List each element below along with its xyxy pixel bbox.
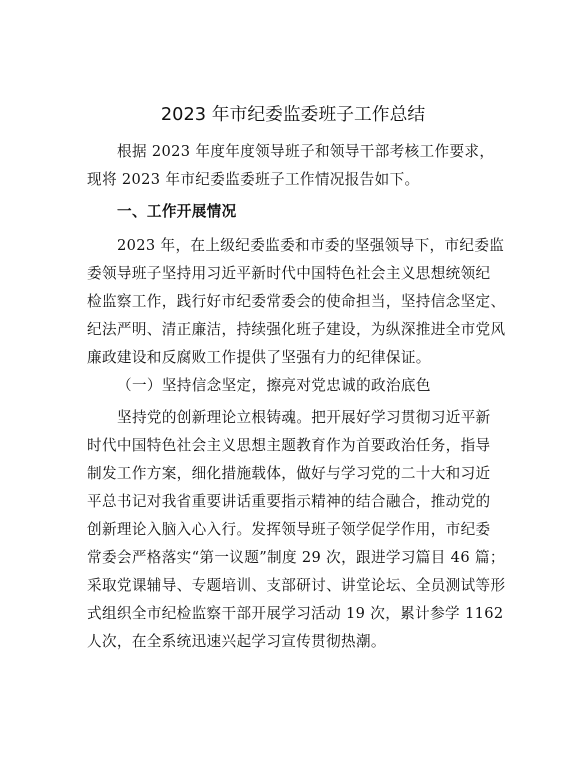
subsection1-para-line-4: 平总书记对我省重要讲话重要指示精神的结合融合，推动党的	[87, 493, 491, 510]
subsection1-para-line-8: 式组织全市纪检监察干部开展学习活动 19 次，累计参学 1162	[87, 605, 504, 622]
section1-para-line-4: 纪法严明、清正廉洁，持续强化班子建设，为纵深推进全市党风	[87, 321, 506, 338]
section-heading-1: 一、工作开展情况	[117, 203, 237, 220]
subsection1-para-line-2: 时代中国特色社会主义思想主题教育作为首要政治任务，指导	[87, 437, 491, 454]
subsection1-para-line-7: 采取党课辅导、专题培训、支部研讨、讲堂论坛、全员测试等形	[87, 577, 506, 594]
subsection1-para-line-1: 坚持党的创新理论立根铸魂。把开展好学习贯彻习近平新	[117, 409, 491, 426]
subsection1-para-line-5: 创新理论入脑入心入行。发挥领导班子领学促学作用，市纪委	[87, 521, 491, 538]
document-title: 2023 年市纪委监委班子工作总结	[160, 105, 426, 125]
subsection1-para-line-3: 制发工作方案，细化措施载体，做好与学习党的二十大和习近	[87, 465, 491, 482]
subsection1-para-line-9: 人次，在全系统迅速兴起学习宣传贯彻热潮。	[87, 633, 386, 650]
subsection1-para-line-6: 常委会严格落实“第一议题”制度 29 次，跟进学习篇目 46 篇；	[87, 549, 505, 566]
section1-para-line-5: 廉政建设和反腐败工作提供了坚强有力的纪律保证。	[87, 349, 431, 366]
section1-para-line-3: 检监察工作，践行好市纪委常委会的使命担当，坚持信念坚定、	[87, 293, 506, 310]
section1-para-line-1: 2023 年，在上级纪委监委和市委的坚强领导下，市纪委监	[117, 237, 505, 254]
section1-para-line-2: 委领导班子坚持用习近平新时代中国特色社会主义思想统领纪	[87, 265, 491, 282]
intro-line-1: 根据 2023 年度年度领导班子和领导干部考核工作要求，	[117, 143, 495, 160]
subsection-heading-1: （一）坚持信念坚定，擦亮对党忠诚的政治底色	[117, 377, 431, 394]
intro-line-2: 现将 2023 年市纪委监委班子工作情况报告如下。	[87, 171, 420, 188]
